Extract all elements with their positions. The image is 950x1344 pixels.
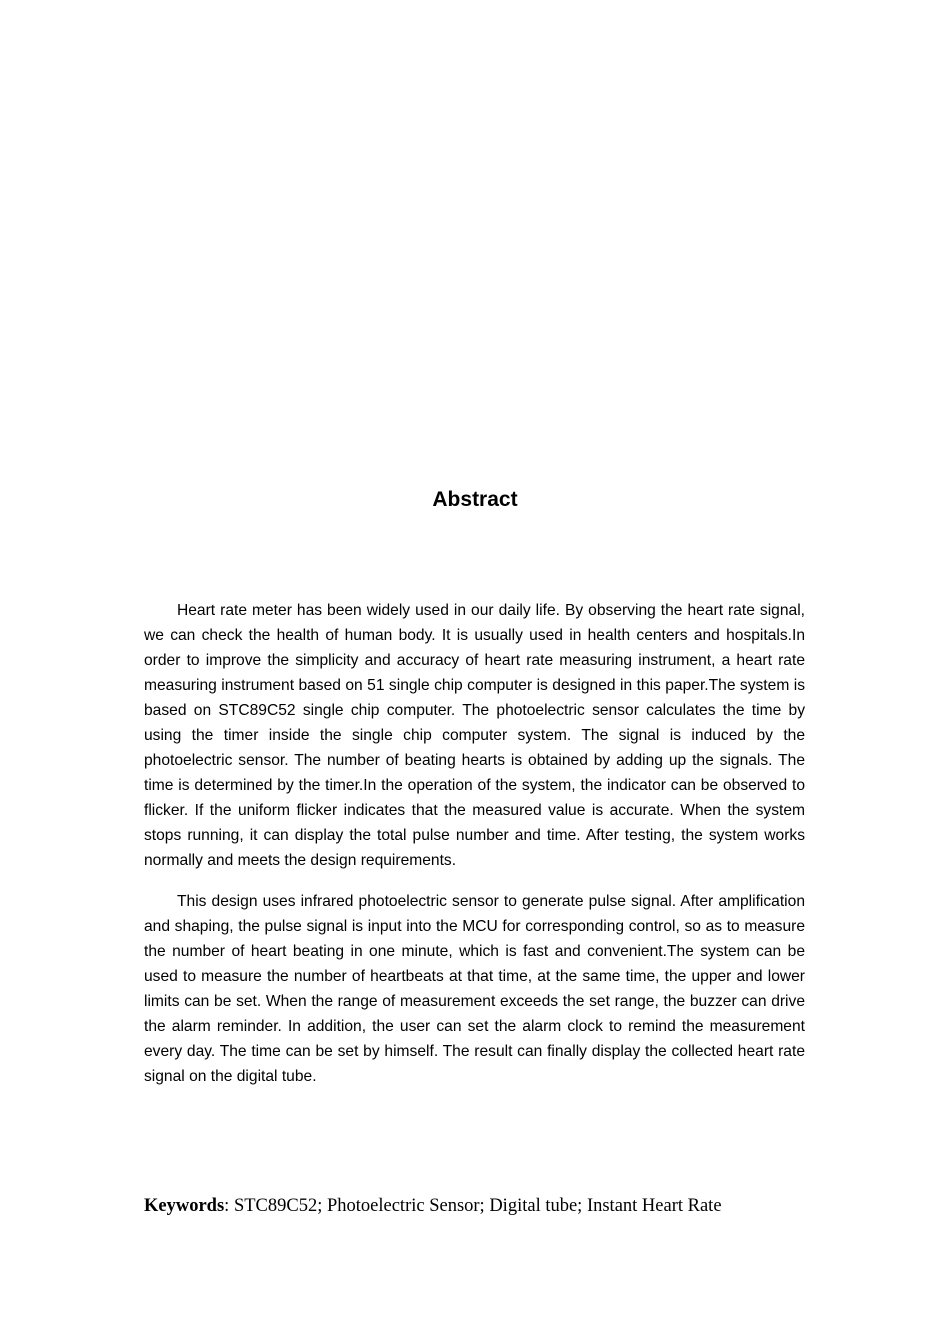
abstract-paragraph-2: This design uses infrared photoelectric sensor to generate pulse signal. After amplification and shaping, the pulse signal is input into the MCU for corresponding control, so as to measure the number of heart beating in one minute, which is fast and convenient.The system can be used to measure the number of heartbeats at that time, at the same time, the upper and lower limits can be set. When the range of measurement exceeds the set range, the buzzer can drive the alarm reminder. In addition, the user can set the alarm clock to remind the measurement every day. The time can be set by himself. The result can finally display the collected heart rate signal on the digital tube.	[144, 893, 805, 1085]
abstract-title: Abstract	[432, 488, 518, 511]
keywords-separator: :	[224, 1196, 234, 1216]
keywords-value: STC89C52; Photoelectric Sensor; Digital tube; Instant Heart Rate	[233, 1196, 722, 1216]
keywords-line	[144, 1193, 844, 1219]
abstract-body	[144, 598, 805, 1105]
abstract-paragraph-1: Heart rate meter has been widely used in our daily life. By observing the heart rate signal, we can check the health of human body. It is usually used in health centers and hospitals.In order to improve the simplicity and accuracy of heart rate measuring instrument, a heart rate measuring instrument based on 51 single chip computer is designed in this paper.The system is based on STC89C52 single chip computer. The photoelectric sensor calculates the time by using the timer inside the single chip computer system. The signal is induced by the photoelectric sensor. The number of beating hearts is obtained by adding up the signals. The time is determined by the timer.In the operation of the system, the indicator can be observed to flicker. If the uniform flicker indicates that the measured value is accurate. When the system stops running, it can display the total pulse number and time. After testing, the system works normally and meets the design requirements.	[144, 602, 805, 869]
keywords-label: Keywords	[144, 1196, 225, 1216]
